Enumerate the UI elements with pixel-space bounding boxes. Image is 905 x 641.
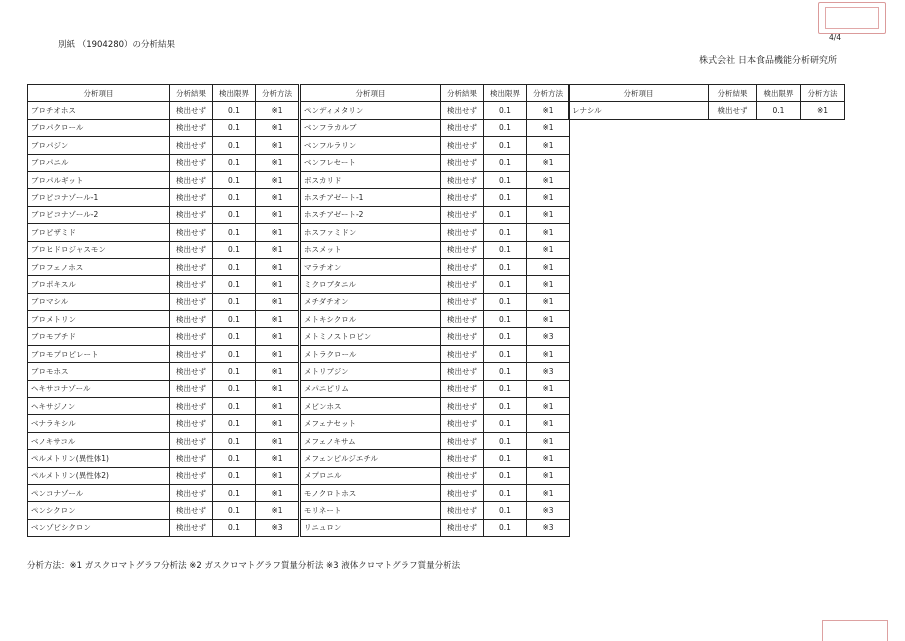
cell-result: 検出せず xyxy=(441,519,484,536)
cell-result: 検出せず xyxy=(170,241,213,258)
cell-limit: 0.1 xyxy=(213,241,256,258)
cell-method: ※1 xyxy=(527,380,570,397)
cell-method: ※1 xyxy=(527,241,570,258)
table-row xyxy=(28,380,299,397)
cell-result: 検出せず xyxy=(170,432,213,449)
cell-result: 検出せず xyxy=(170,484,213,501)
cell-item: メフェノキサム xyxy=(301,432,441,449)
cell-method: ※1 xyxy=(256,137,299,154)
table-row xyxy=(28,432,299,449)
table-row xyxy=(28,276,299,293)
table-row xyxy=(28,258,299,275)
cell-item: ブロチオホス xyxy=(28,102,170,119)
cell-item: ブロパニル xyxy=(28,154,170,171)
cell-result: 検出せず xyxy=(170,328,213,345)
cell-method: ※1 xyxy=(527,415,570,432)
cell-result: 検出せず xyxy=(441,363,484,380)
table-row xyxy=(301,519,570,536)
cell-item: ブロマシル xyxy=(28,293,170,310)
cell-limit: 0.1 xyxy=(484,119,527,136)
cell-limit: 0.1 xyxy=(213,171,256,188)
table-row xyxy=(301,380,570,397)
cell-method: ※3 xyxy=(527,328,570,345)
cell-item: ミクロブタニル xyxy=(301,276,441,293)
page-number: 4/4 xyxy=(829,33,842,42)
cell-limit: 0.1 xyxy=(213,276,256,293)
cell-item: ペルメトリン(異性体2) xyxy=(28,467,170,484)
cell-method: ※1 xyxy=(527,137,570,154)
cell-limit: 0.1 xyxy=(484,415,527,432)
cell-item: メプロニル xyxy=(301,467,441,484)
cell-result: 検出せず xyxy=(170,189,213,206)
cell-method: ※1 xyxy=(527,154,570,171)
cell-method: ※1 xyxy=(256,189,299,206)
cell-method: ※1 xyxy=(256,311,299,328)
company-name: 株式会社 日本食品機能分析研究所 xyxy=(699,56,837,66)
table-row xyxy=(301,258,570,275)
cell-result: 検出せず xyxy=(170,102,213,119)
cell-item: ブロパクロール xyxy=(28,119,170,136)
cell-result: 検出せず xyxy=(170,450,213,467)
table-row xyxy=(28,519,299,536)
cell-result: 検出せず xyxy=(170,119,213,136)
cell-item: ヘキサコナゾール xyxy=(28,380,170,397)
cell-result: 検出せず xyxy=(441,467,484,484)
cell-limit: 0.1 xyxy=(213,328,256,345)
seal-stamp-bottom xyxy=(822,620,888,641)
cell-method: ※1 xyxy=(527,224,570,241)
cell-limit: 0.1 xyxy=(213,102,256,119)
table-row xyxy=(301,154,570,171)
cell-result: 検出せず xyxy=(441,432,484,449)
cell-item: ホスチアゼート-1 xyxy=(301,189,441,206)
table-row xyxy=(301,484,570,501)
cell-item: モリネート xyxy=(301,502,441,519)
cell-limit: 0.1 xyxy=(213,415,256,432)
cell-result: 検出せず xyxy=(170,311,213,328)
cell-item: マラチオン xyxy=(301,258,441,275)
table-row xyxy=(28,467,299,484)
cell-limit: 0.1 xyxy=(484,241,527,258)
cell-method: ※1 xyxy=(256,119,299,136)
table-row xyxy=(301,206,570,223)
cell-item: メビンホス xyxy=(301,398,441,415)
table-row xyxy=(301,189,570,206)
cell-item: ブロパルギット xyxy=(28,171,170,188)
cell-limit: 0.1 xyxy=(484,345,527,362)
cell-limit: 0.1 xyxy=(213,450,256,467)
cell-limit: 0.1 xyxy=(484,328,527,345)
results-table-3 xyxy=(568,84,845,120)
table-row xyxy=(28,241,299,258)
cell-result: 検出せず xyxy=(441,171,484,188)
cell-item: ベノキサコル xyxy=(28,432,170,449)
cell-result: 検出せず xyxy=(170,171,213,188)
cell-item: ホスメット xyxy=(301,241,441,258)
table-row xyxy=(301,276,570,293)
cell-item: メフェンピルジエチル xyxy=(301,450,441,467)
column-header-item: 分析項目 xyxy=(569,85,709,102)
cell-method: ※3 xyxy=(527,519,570,536)
column-header-method: 分析方法 xyxy=(256,85,299,102)
cell-limit: 0.1 xyxy=(484,276,527,293)
cell-result: 検出せず xyxy=(441,241,484,258)
cell-result: 検出せず xyxy=(170,137,213,154)
cell-method: ※1 xyxy=(256,345,299,362)
table-row xyxy=(28,345,299,362)
cell-method: ※1 xyxy=(527,171,570,188)
table-row xyxy=(301,398,570,415)
cell-method: ※1 xyxy=(527,311,570,328)
table-row xyxy=(301,328,570,345)
cell-method: ※1 xyxy=(256,484,299,501)
cell-method: ※1 xyxy=(256,206,299,223)
seal-stamp-top xyxy=(818,2,886,34)
cell-item: ベンフラカルブ xyxy=(301,119,441,136)
table-row xyxy=(301,363,570,380)
cell-item: ブロパジン xyxy=(28,137,170,154)
cell-item: メトミノストロビン xyxy=(301,328,441,345)
table-row xyxy=(301,293,570,310)
cell-result: 検出せず xyxy=(441,380,484,397)
cell-item: ブロモホス xyxy=(28,363,170,380)
cell-item: ブロフェノホス xyxy=(28,258,170,275)
cell-method: ※1 xyxy=(256,276,299,293)
cell-limit: 0.1 xyxy=(213,345,256,362)
cell-result: 検出せず xyxy=(170,258,213,275)
cell-limit: 0.1 xyxy=(213,467,256,484)
cell-item: ペルメトリン(異性体1) xyxy=(28,450,170,467)
table-row xyxy=(301,224,570,241)
cell-method: ※1 xyxy=(256,398,299,415)
cell-limit: 0.1 xyxy=(757,102,801,119)
cell-method: ※1 xyxy=(527,206,570,223)
cell-item: ベンフレセート xyxy=(301,154,441,171)
cell-item: ブロヒドロジャスモン xyxy=(28,241,170,258)
column-header-limit: 検出限界 xyxy=(484,85,527,102)
table-row xyxy=(28,102,299,119)
table-row xyxy=(28,398,299,415)
cell-method: ※1 xyxy=(256,450,299,467)
cell-item: メトリブジン xyxy=(301,363,441,380)
table-row xyxy=(301,345,570,362)
cell-limit: 0.1 xyxy=(484,293,527,310)
cell-result: 検出せず xyxy=(441,328,484,345)
cell-result: 検出せず xyxy=(709,102,757,119)
cell-method: ※1 xyxy=(527,467,570,484)
cell-item: ペンコナゾール xyxy=(28,484,170,501)
cell-result: 検出せず xyxy=(170,398,213,415)
cell-method: ※1 xyxy=(527,119,570,136)
cell-limit: 0.1 xyxy=(484,467,527,484)
cell-result: 検出せず xyxy=(170,345,213,362)
cell-result: 検出せず xyxy=(441,206,484,223)
cell-item: ブロピザミド xyxy=(28,224,170,241)
cell-limit: 0.1 xyxy=(213,137,256,154)
cell-method: ※1 xyxy=(256,432,299,449)
cell-item: ヘキサジノン xyxy=(28,398,170,415)
cell-limit: 0.1 xyxy=(484,432,527,449)
cell-item: メフェナセット xyxy=(301,415,441,432)
cell-item: ペンシクロン xyxy=(28,502,170,519)
table-row xyxy=(301,415,570,432)
cell-limit: 0.1 xyxy=(484,206,527,223)
cell-method: ※1 xyxy=(256,363,299,380)
cell-item: メパニピリム xyxy=(301,380,441,397)
cell-limit: 0.1 xyxy=(213,519,256,536)
cell-method: ※1 xyxy=(256,171,299,188)
cell-result: 検出せず xyxy=(170,467,213,484)
cell-limit: 0.1 xyxy=(484,224,527,241)
cell-limit: 0.1 xyxy=(213,224,256,241)
cell-method: ※1 xyxy=(527,398,570,415)
cell-limit: 0.1 xyxy=(484,137,527,154)
cell-limit: 0.1 xyxy=(484,363,527,380)
cell-result: 検出せず xyxy=(441,137,484,154)
cell-result: 検出せず xyxy=(441,450,484,467)
cell-result: 検出せず xyxy=(441,415,484,432)
cell-limit: 0.1 xyxy=(213,206,256,223)
cell-item: ベンフルラリン xyxy=(301,137,441,154)
cell-item: メチダチオン xyxy=(301,293,441,310)
cell-item: ホスファミドン xyxy=(301,224,441,241)
cell-method: ※1 xyxy=(256,415,299,432)
table-row xyxy=(28,224,299,241)
cell-method: ※1 xyxy=(256,293,299,310)
attachment-title: 別紙 （1904280）の分析結果 xyxy=(58,40,176,50)
cell-item: ブロポキスル xyxy=(28,276,170,293)
cell-item: メトラクロール xyxy=(301,345,441,362)
cell-item: レナシル xyxy=(569,102,709,119)
cell-result: 検出せず xyxy=(441,224,484,241)
cell-result: 検出せず xyxy=(170,276,213,293)
cell-limit: 0.1 xyxy=(484,380,527,397)
cell-method: ※1 xyxy=(527,276,570,293)
table-row xyxy=(28,450,299,467)
column-header-result: 分析結果 xyxy=(709,85,757,102)
cell-item: モノクロトホス xyxy=(301,484,441,501)
table-row xyxy=(28,171,299,188)
cell-method: ※1 xyxy=(527,189,570,206)
cell-item: ブロメトリン xyxy=(28,311,170,328)
cell-result: 検出せず xyxy=(441,102,484,119)
cell-result: 検出せず xyxy=(441,154,484,171)
cell-method: ※1 xyxy=(256,380,299,397)
table-header-row xyxy=(28,85,299,102)
cell-limit: 0.1 xyxy=(213,484,256,501)
cell-item: ベナラキシル xyxy=(28,415,170,432)
table-row xyxy=(569,102,845,119)
cell-limit: 0.1 xyxy=(213,502,256,519)
cell-method: ※1 xyxy=(527,258,570,275)
cell-method: ※1 xyxy=(527,450,570,467)
cell-item: メトキシクロル xyxy=(301,311,441,328)
cell-limit: 0.1 xyxy=(484,102,527,119)
table-row xyxy=(28,293,299,310)
cell-item: リニュロン xyxy=(301,519,441,536)
cell-limit: 0.1 xyxy=(484,502,527,519)
cell-result: 検出せず xyxy=(170,502,213,519)
column-header-limit: 検出限界 xyxy=(213,85,256,102)
cell-result: 検出せず xyxy=(170,519,213,536)
cell-item: ベンゾビシクロン xyxy=(28,519,170,536)
table-row xyxy=(28,328,299,345)
results-table-2 xyxy=(300,84,570,537)
cell-method: ※1 xyxy=(256,102,299,119)
cell-method: ※1 xyxy=(527,102,570,119)
table-row xyxy=(28,137,299,154)
cell-method: ※1 xyxy=(256,467,299,484)
cell-limit: 0.1 xyxy=(213,293,256,310)
table-row xyxy=(301,502,570,519)
table-row xyxy=(28,484,299,501)
cell-result: 検出せず xyxy=(441,484,484,501)
cell-result: 検出せず xyxy=(170,293,213,310)
table-row xyxy=(301,102,570,119)
cell-method: ※1 xyxy=(527,293,570,310)
cell-result: 検出せず xyxy=(170,154,213,171)
cell-limit: 0.1 xyxy=(484,154,527,171)
cell-limit: 0.1 xyxy=(213,311,256,328)
table-row xyxy=(301,241,570,258)
cell-result: 検出せず xyxy=(441,119,484,136)
cell-method: ※1 xyxy=(527,432,570,449)
cell-method: ※1 xyxy=(256,224,299,241)
cell-limit: 0.1 xyxy=(484,311,527,328)
table-row xyxy=(28,363,299,380)
cell-item: ペンディメタリン xyxy=(301,102,441,119)
cell-method: ※3 xyxy=(256,519,299,536)
table-row xyxy=(28,206,299,223)
column-header-item: 分析項目 xyxy=(28,85,170,102)
cell-method: ※1 xyxy=(256,258,299,275)
cell-method: ※1 xyxy=(256,328,299,345)
cell-result: 検出せず xyxy=(441,258,484,275)
table-row xyxy=(301,171,570,188)
cell-result: 検出せず xyxy=(170,363,213,380)
table-row xyxy=(301,450,570,467)
column-header-result: 分析結果 xyxy=(170,85,213,102)
table-row xyxy=(28,189,299,206)
table-row xyxy=(28,154,299,171)
cell-result: 検出せず xyxy=(170,380,213,397)
cell-result: 検出せず xyxy=(170,206,213,223)
table-row xyxy=(301,119,570,136)
cell-item: ホスチアゼート-2 xyxy=(301,206,441,223)
cell-method: ※1 xyxy=(801,102,845,119)
table-header-row xyxy=(569,85,845,102)
cell-limit: 0.1 xyxy=(213,258,256,275)
cell-item: ブロピコナゾール-1 xyxy=(28,189,170,206)
cell-item: ブロモプロピレート xyxy=(28,345,170,362)
cell-limit: 0.1 xyxy=(213,380,256,397)
cell-item: ブロピコナゾール-2 xyxy=(28,206,170,223)
column-header-limit: 検出限界 xyxy=(757,85,801,102)
table-row xyxy=(28,415,299,432)
cell-limit: 0.1 xyxy=(213,154,256,171)
table-row xyxy=(28,502,299,519)
column-header-method: 分析方法 xyxy=(801,85,845,102)
cell-limit: 0.1 xyxy=(484,258,527,275)
method-legend: 分析方法：※1 ガスクロマトグラフ分析法 ※2 ガスクロマトグラフ質量分析法 ※3 液体クロマトグラフ質量分析法 xyxy=(27,561,461,571)
column-header-item: 分析項目 xyxy=(301,85,441,102)
cell-method: ※1 xyxy=(256,502,299,519)
table-row xyxy=(301,137,570,154)
cell-result: 検出せず xyxy=(441,398,484,415)
cell-limit: 0.1 xyxy=(484,171,527,188)
cell-method: ※1 xyxy=(527,345,570,362)
cell-method: ※1 xyxy=(256,241,299,258)
results-table-1 xyxy=(27,84,299,537)
cell-result: 検出せず xyxy=(441,502,484,519)
cell-limit: 0.1 xyxy=(213,363,256,380)
cell-method: ※3 xyxy=(527,363,570,380)
cell-item: ブロモブチド xyxy=(28,328,170,345)
cell-limit: 0.1 xyxy=(484,450,527,467)
cell-result: 検出せず xyxy=(441,189,484,206)
cell-limit: 0.1 xyxy=(484,189,527,206)
cell-result: 検出せず xyxy=(441,276,484,293)
cell-limit: 0.1 xyxy=(484,484,527,501)
cell-item: ボスカリド xyxy=(301,171,441,188)
table-row xyxy=(301,432,570,449)
table-row xyxy=(28,311,299,328)
column-header-method: 分析方法 xyxy=(527,85,570,102)
cell-limit: 0.1 xyxy=(484,398,527,415)
table-row xyxy=(28,119,299,136)
table-row xyxy=(301,311,570,328)
cell-result: 検出せず xyxy=(441,345,484,362)
cell-limit: 0.1 xyxy=(213,398,256,415)
cell-result: 検出せず xyxy=(441,293,484,310)
cell-method: ※1 xyxy=(256,154,299,171)
cell-limit: 0.1 xyxy=(213,432,256,449)
table-row xyxy=(301,467,570,484)
cell-result: 検出せず xyxy=(441,311,484,328)
cell-limit: 0.1 xyxy=(484,519,527,536)
cell-method: ※1 xyxy=(527,484,570,501)
column-header-result: 分析結果 xyxy=(441,85,484,102)
cell-result: 検出せず xyxy=(170,415,213,432)
cell-result: 検出せず xyxy=(170,224,213,241)
cell-limit: 0.1 xyxy=(213,189,256,206)
cell-method: ※3 xyxy=(527,502,570,519)
table-header-row xyxy=(301,85,570,102)
cell-limit: 0.1 xyxy=(213,119,256,136)
